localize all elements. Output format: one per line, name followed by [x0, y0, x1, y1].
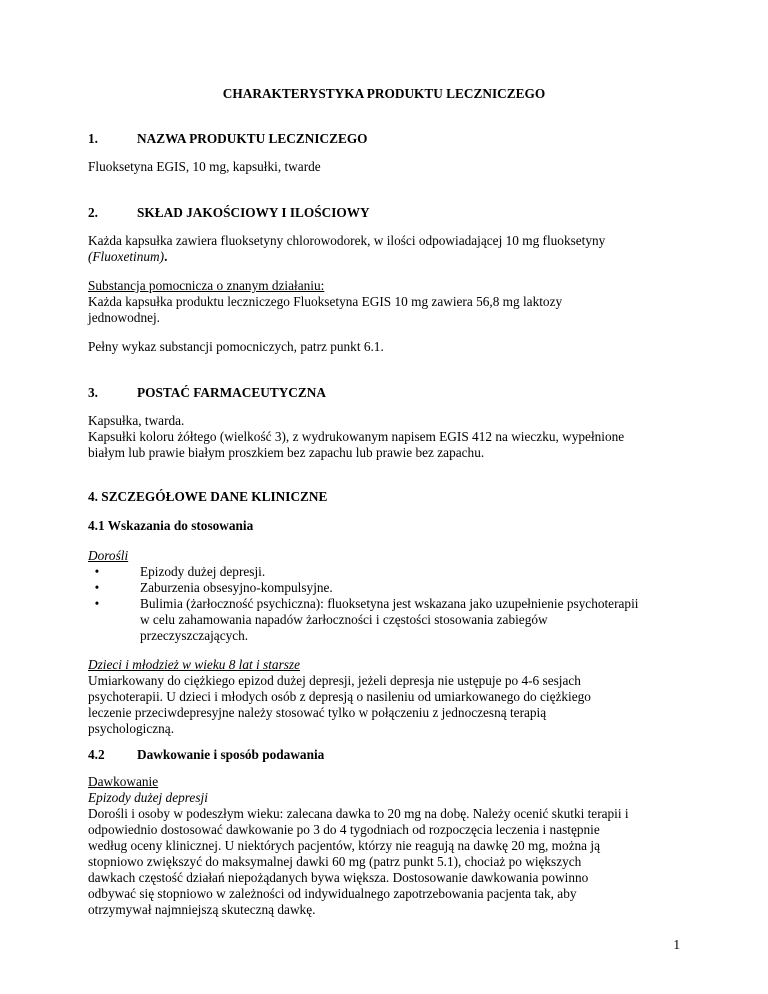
adults-label: Dorośli: [88, 548, 129, 563]
bullet-item-3: [140, 596, 700, 644]
page-number: 1: [673, 937, 680, 952]
bullet-item-3-line-3: przeczyszczających.: [140, 628, 249, 643]
form-line-3: białym lub prawie białym proszkiem bez zapachu lub prawie bez zapachu.: [88, 445, 485, 460]
children-paragraph: [88, 673, 688, 737]
composition-paragraph: [88, 233, 688, 265]
form-line-1: Kapsułka, twarda.: [88, 413, 185, 428]
bullet-icon: •: [94, 580, 100, 595]
dosage-line-2: odpowiednio dostosować dawkowanie po 3 do 4 tygodniach od rozpoczęcia leczenia i następnie: [88, 822, 600, 837]
bullet-item-1: [140, 564, 700, 580]
children-line-3: leczenie przeciwdepresyjne należy stosować tylko w połączeniu z jednoczesną terapią: [88, 705, 547, 720]
excipient-heading: Substancja pomocnicza o znanym działaniu:: [88, 278, 325, 293]
section-4-heading: 4. SZCZEGÓŁOWE DANE KLINICZNE: [88, 489, 328, 504]
dosage-paragraph: [88, 806, 688, 918]
form-line-2: Kapsułki koloru żółtego (wielkość 3), z wydrukowanym napisem EGIS 412 na wieczku, wypełnione: [88, 429, 625, 444]
bullet-icon: •: [94, 564, 100, 579]
section-3-number: 3.: [88, 385, 98, 400]
excipient-paragraph: [88, 278, 688, 326]
pharmaceutical-form-paragraph: [88, 413, 688, 461]
bullet-item-2: [140, 580, 700, 596]
section-1-number: 1.: [88, 131, 98, 146]
composition-line-1: Każda kapsułka zawiera fluoksetyny chlorowodorek, w ilości odpowiadającej 10 mg fluoksetyny: [88, 233, 606, 248]
dosage-line-3: według oceny klinicznej. U niektórych pacjentów, którzy nie reagują na dawkę 20 mg, można ją: [88, 838, 600, 853]
dosage-line-7: otrzymywał najmniejszą skuteczną dawkę.: [88, 902, 316, 917]
bullet-item-2-line: Zaburzenia obsesyjno-kompulsyjne.: [140, 580, 333, 595]
dosage-subheading: Epizody dużej depresji: [88, 790, 208, 805]
section-4-2-number: 4.2: [88, 747, 105, 762]
section-4-2-heading: Dawkowanie i sposób podawania: [137, 747, 325, 762]
dosage-line-5: dawkach częstość działań niepożądanych bywa większa. Dostosowanie dawkowania powinno: [88, 870, 589, 885]
excipient-line-1: Każda kapsułka produktu leczniczego Fluoksetyna EGIS 10 mg zawiera 56,8 mg laktozy: [88, 294, 563, 309]
section-2-heading: SKŁAD JAKOŚCIOWY I ILOŚCIOWY: [137, 205, 370, 220]
children-label: Dzieci i młodzież w wieku 8 lat i starsze: [88, 657, 301, 672]
section-3-heading: POSTAĆ FARMACEUTYCZNA: [137, 385, 326, 400]
composition-period: .: [164, 249, 168, 264]
children-line-1: Umiarkowany do ciężkiego epizod dużej depresji, jeżeli depresja nie ustępuje po 4-6 sesjach: [88, 673, 581, 688]
section-4-1-heading: 4.1 Wskazania do stosowania: [88, 518, 254, 533]
latin-name: (Fluoxetinum): [88, 249, 165, 264]
bullet-item-1-line: Epizody dużej depresji.: [140, 564, 266, 579]
document-title: CHARAKTERYSTYKA PRODUKTU LECZNICZEGO: [222, 86, 546, 101]
composition-line-2: [88, 249, 688, 265]
bullet-item-3-line-2: w celu zahamowania napadów żarłoczności i częstości stosowania zabiegów: [140, 612, 548, 627]
children-line-2: psychoterapii. U dzieci i młodych osób z depresją o nasileniu od umiarkowanego do ciężkiego: [88, 689, 591, 704]
excipient-list-note: Pełny wykaz substancji pomocniczych, patrz punkt 6.1.: [88, 339, 384, 354]
section-1-heading: NAZWA PRODUKTU LECZNICZEGO: [137, 131, 368, 146]
dosage-label: Dawkowanie: [88, 774, 159, 789]
dosage-line-6: odbywać się stopniowo w zależności od indywidualnego zapotrzebowania pacjenta tak, aby: [88, 886, 577, 901]
children-line-4: psychologiczną.: [88, 721, 175, 736]
bullet-item-3-line-1: Bulimia (żarłoczność psychiczna): fluoksetyna jest wskazana jako uzupełnienie psychoterapii: [140, 596, 639, 611]
dosage-line-4: stopniowo zwiększyć do maksymalnej dawki 60 mg (patrz punkt 5.1), chociaż po większych: [88, 854, 582, 869]
dosage-line-1: Dorośli i osoby w podeszłym wieku: zalecana dawka to 20 mg na dobę. Należy ocenić skutki terapii i: [88, 806, 629, 821]
product-name: Fluoksetyna EGIS, 10 mg, kapsułki, twarde: [88, 159, 321, 174]
bullet-icon: •: [94, 596, 100, 611]
excipient-line-2: jednowodnej.: [88, 310, 161, 325]
section-2-number: 2.: [88, 205, 98, 220]
